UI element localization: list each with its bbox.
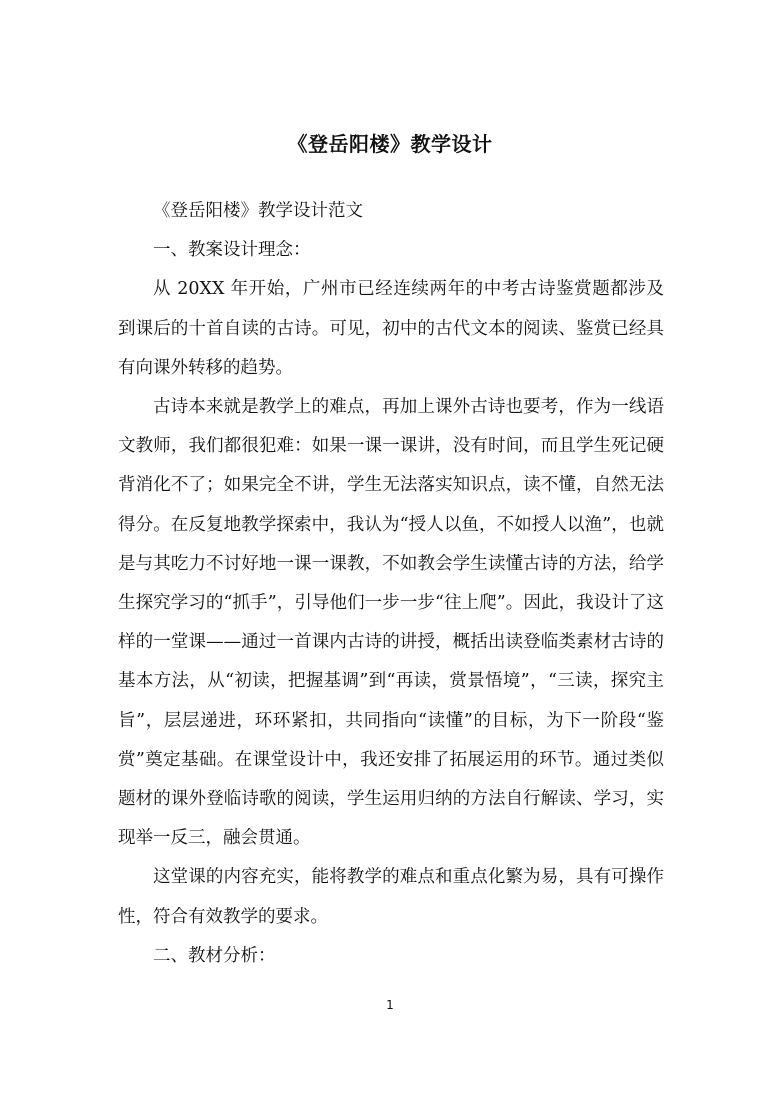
paragraph: 古诗本来就是教学上的难点，再加上课外古诗也要考，作为一线语文教师，我们都很犯难：如果一课一课讲，没有时间，而且学生死记硬背消化不了；如果完全不讲，学生无法落实知识点，读不懂，自然无法得分。在反复地教学探索中，我认为“授人以鱼，不如授人以渔”，也就是与其吃力不讨好地一课一课教，不如教会学生读懂古诗的方法，给学生探究学习的“抓手”，引导他们一步一步“往上爬”。因此，我设计了这样的一堂课——通过一首课内古诗的讲授，概括出读登临类素材古诗的基本方法，从“初读，把握基调”到“再读，赏景悟境”，“三读，探究主旨”，层层递进，环环紧扣，共同指向“读懂”的目标，为下一阶段“鉴赏”奠定基础。在课堂设计中，我还安排了拓展运用的环节。通过类似题材的课外登临诗歌的阅读，学生运用归纳的方法自行解读、学习，实现举一反三，融会贯通。 bbox=[118, 397, 664, 849]
section-heading-design-concept: 一、教案设计理念： bbox=[153, 240, 311, 261]
page-number: 1 bbox=[386, 998, 394, 1012]
document-body bbox=[118, 192, 664, 976]
section-heading-textbook-analysis: 二、教材分析： bbox=[153, 945, 276, 966]
paragraph: 这堂课的内容充实，能将教学的难点和重点化繁为易，具有可操作性，符合有效教学的要求。 bbox=[118, 867, 664, 927]
paragraph: 从 20XX 年开始，广州市已经连续两年的中考古诗鉴赏题都涉及到课后的十首自读的古诗。可见，初中的古代文本的阅读、鉴赏已经具有向课外转移的趋势。 bbox=[118, 279, 664, 378]
document-title: 《登岳阳楼》教学设计 bbox=[287, 132, 493, 156]
paragraph-subtitle: 《登岳阳楼》教学设计范文 bbox=[153, 201, 363, 221]
